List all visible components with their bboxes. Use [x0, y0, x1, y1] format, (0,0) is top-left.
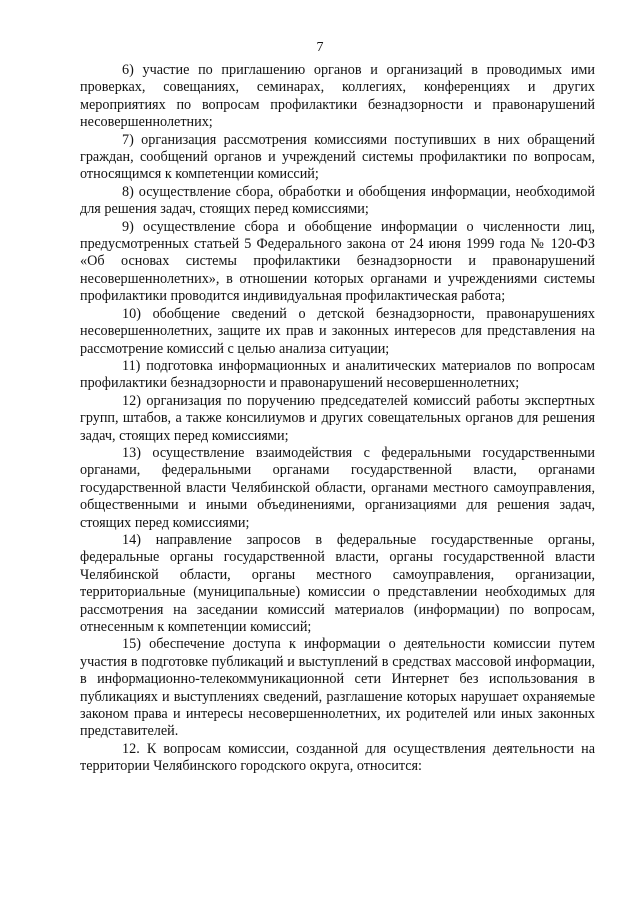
- paragraph-item-15: 15) обеспечение доступа к информации о деятельности комиссии путем участия в подготовке публикаций и выступлений в средствах массовой информации, в информационно-телекоммуникационной сети Интернет без использования в публикациях и выступлениях сведений, разглашение которых нарушает охраняемые законом права и интересы несовершеннолетних, их родителей или иных законных представителей.: [80, 636, 595, 740]
- page-number: 7: [316, 40, 324, 55]
- paragraph-item-7: 7) организация рассмотрения комиссиями поступивших в них обращений граждан, сообщений органов и учреждений системы профилактики по вопросам, относящимся к компетенции комиссий;: [80, 131, 595, 183]
- paragraph-item-10: 10) обобщение сведений о детской безнадзорности, правонарушениях несовершеннолетних, защите их прав и законных интересов для представления на рассмотрение комиссий с целью анализа ситуации;: [80, 305, 595, 357]
- paragraph-item-8: 8) осуществление сбора, обработки и обобщения информации, необходимой для решения задач, стоящих перед комиссиями;: [80, 183, 595, 218]
- paragraph-item-9: 9) осуществление сбора и обобщение информации о численности лиц, предусмотренных статьей 5 Федерального закона от 24 июня 1999 года № 120-ФЗ «Об основах системы профилактики безнадзорности и правонарушений несовершеннолетних», в отношении которых органами и учреждениями системы профилактики проводится индивидуальная профилактическая работа;: [80, 218, 595, 305]
- paragraph-item-6: 6) участие по приглашению органов и организаций в проводимых ими проверках, совещаниях, семинарах, коллегиях, конференциях и других мероприятиях по вопросам профилактики безнадзорности и правонарушений несовершеннолетних;: [80, 62, 595, 131]
- document-body: [80, 62, 595, 776]
- section-12-heading: 12. К вопросам комиссии, созданной для осуществления деятельности на территории Челябинского городского округа, относится:: [80, 740, 595, 775]
- paragraph-item-11: 11) подготовка информационных и аналитических материалов по вопросам профилактики безнадзорности и правонарушений несовершеннолетних;: [80, 357, 595, 392]
- paragraph-item-12: 12) организация по поручению председателей комиссий работы экспертных групп, штабов, а также консилиумов и других совещательных органов для решения задач, стоящих перед комиссиями;: [80, 392, 595, 444]
- paragraph-item-13: 13) осуществление взаимодействия с федеральными государственными органами, федеральными органами государственной власти, органами государственной власти Челябинской области, органами местного самоуправления, общественными и иными объединениями, организациями для решения задач, стоящих перед комиссиями;: [80, 444, 595, 531]
- paragraph-item-14: 14) направление запросов в федеральные государственные органы, федеральные органы государственной власти, органы государственной власти Челябинской области, органы местного самоуправления, организации, территориальные (муниципальные) комиссии о представлении необходимых для рассмотрения на заседании комиссий материалов (информации) по вопросам, отнесенным к компетенции комиссий;: [80, 531, 595, 635]
